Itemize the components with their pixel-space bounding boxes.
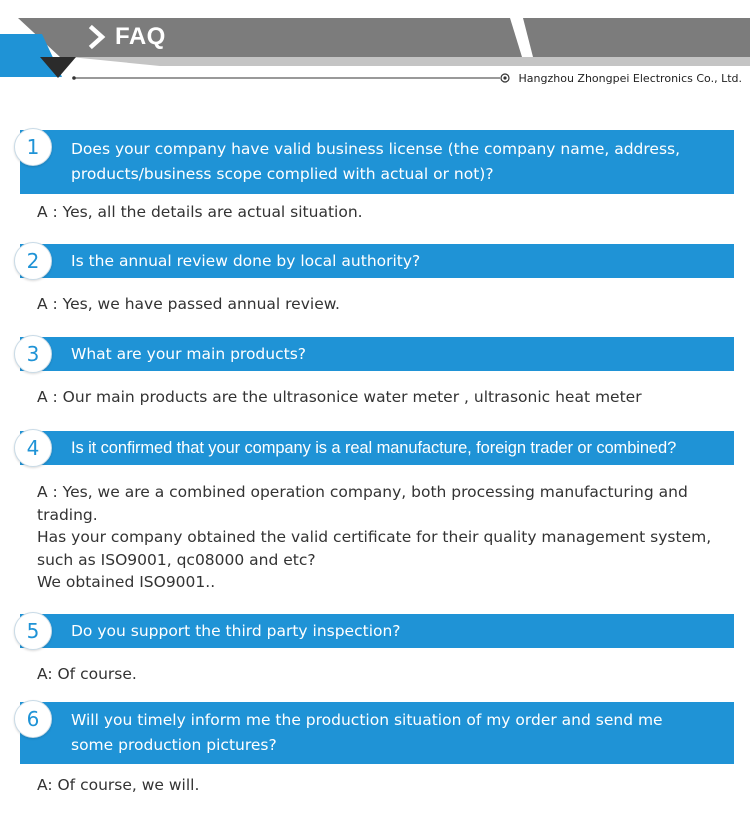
- answer-line: A : Yes, all the details are actual situation.: [37, 203, 363, 221]
- answer-line: Has your company obtained the valid certificate for their quality management system,: [37, 528, 712, 546]
- question-number-badge: 1: [14, 128, 52, 166]
- answer-line: A : Our main products are the ultrasonice water meter , ultrasonic heat meter: [37, 388, 642, 406]
- question-number-badge: 2: [14, 242, 52, 280]
- faq-header-banner: [0, 0, 750, 110]
- faq-question-5: [20, 614, 734, 648]
- answer-line: trading.: [37, 505, 98, 524]
- faq-question-3: [20, 337, 734, 371]
- question-line: Will you timely inform me the production situation of my order and send me: [71, 711, 663, 729]
- question-line: some production pictures?: [71, 736, 277, 754]
- question-line: Does your company have valid business license (the company name, address,: [71, 140, 681, 158]
- answer-line: A : Yes, we have passed annual review.: [37, 295, 340, 313]
- question-line: Is the annual review done by local authority?: [71, 251, 421, 270]
- answer-line: A: Of course, we will.: [37, 776, 200, 794]
- answer-line: such as ISO9001, qc08000 and etc?: [37, 550, 316, 569]
- answer-line: We obtained ISO9001..: [37, 573, 216, 591]
- faq-answer-5: [37, 663, 737, 686]
- company-name: Hangzhou Zhongpei Electronics Co., Ltd.: [518, 72, 742, 85]
- question-line: Is it confirmed that your company is a real manufacture, foreign trader or combined?: [71, 438, 677, 457]
- faq-question-4: [20, 431, 734, 465]
- faq-question-6: [20, 702, 734, 764]
- question-line: Do you support the third party inspection?: [71, 621, 401, 640]
- faq-question-2: [20, 244, 734, 278]
- question-number-badge: 5: [14, 612, 52, 650]
- faq-answer-3: [37, 386, 737, 409]
- question-line: What are your main products?: [71, 344, 306, 363]
- answer-line: A: Of course.: [37, 665, 137, 683]
- faq-answer-6: [37, 774, 737, 797]
- question-number-badge: 3: [14, 335, 52, 373]
- faq-answer-2: [37, 293, 737, 316]
- question-line: products/business scope complied with actual or not)?: [71, 165, 494, 183]
- page-title: FAQ: [115, 23, 166, 50]
- question-number-badge: 6: [14, 700, 52, 738]
- faq-answer-1: [37, 201, 737, 224]
- answer-line: A : Yes, we are a combined operation company, both processing manufacturing and: [37, 483, 688, 501]
- faq-question-1: [20, 130, 734, 194]
- question-number-badge: 4: [14, 429, 52, 467]
- faq-answer-4: [37, 481, 737, 594]
- banner-graphic: [0, 0, 750, 110]
